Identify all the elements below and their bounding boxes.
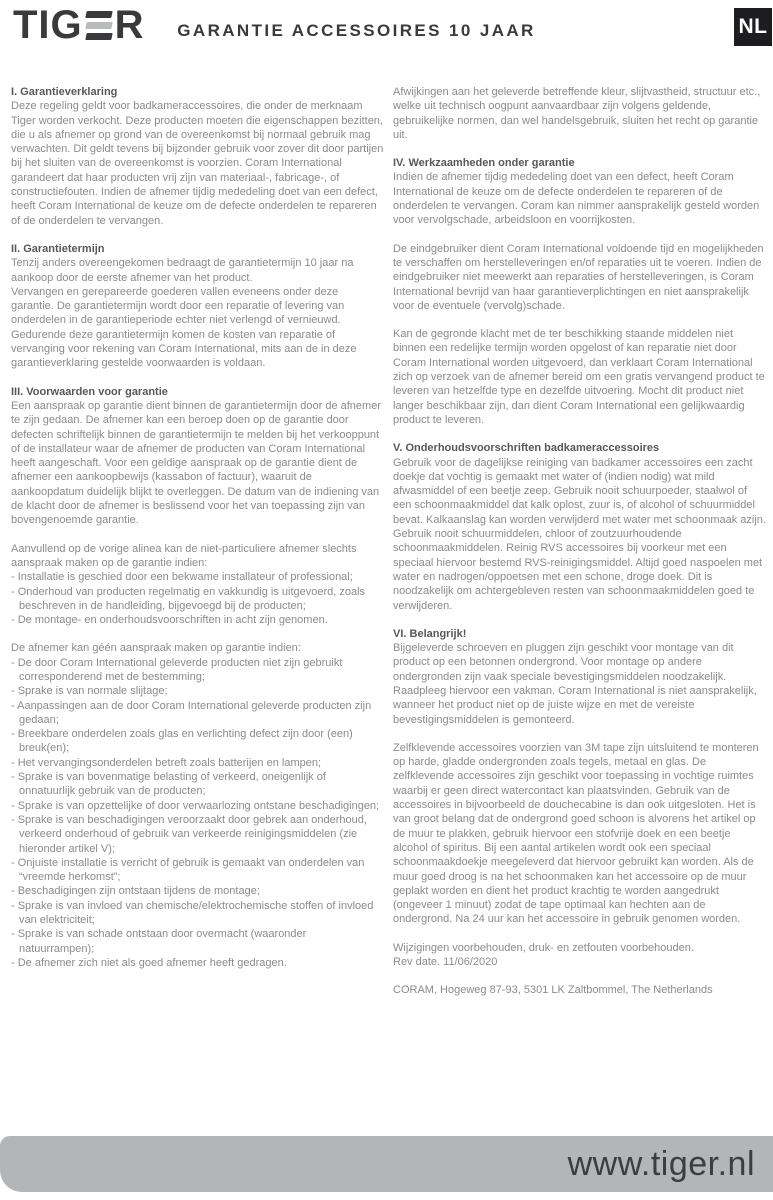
list-item: - Sprake is van bovenmatige belasting of verkeerd, oneigenlijk of onnatuurlijk gebruik van de producten; xyxy=(11,771,326,798)
paragraph: Deze regeling geldt voor badkameraccessoires, die onder de merknaam Tiger worden verkocht. Deze producten moeten die eigenschappen bezitten, die u als afnemer op grond van de overeenkomst bij normaal gebruik mag verwachten. Dit geldt tevens bij bijzonder gebruik voor zover dit door partijen bij het sluiten van de overeenkomst is voorzien. Coram International garandeert dat haar producten vrij zijn van materiaal-, fabricage-, of constructiefouten. Indien de afnemer tijdig mededeling doet van een defect, heeft Coram International de keuze om de defecte onderdelen te repareren of de onderdelen te vervangen. xyxy=(11,100,384,227)
list-item: - Het vervangingsonderdelen betreft zoals batterijen en lampen; xyxy=(11,756,322,769)
paragraph: Afwijkingen aan het geleverde betreffende kleur, slijtvastheid, structuur etc., welke uit technisch oogpunt aanvaardbaar zijn volgens geldende, gebruikelijke normen, dan wel handelsgebruik, sluiten het recht op garantie uit. xyxy=(393,86,761,141)
language-badge: NL xyxy=(734,8,772,46)
section-heading: III. Voorwaarden voor garantie xyxy=(11,385,168,398)
list-item: - Onjuiste installatie is verricht of gebruik is gemaakt van onderdelen van “vreemde herkomst”; xyxy=(11,856,365,884)
left-column xyxy=(11,85,384,998)
section-heading: I. Garantieverklaring xyxy=(11,86,118,98)
list-item: - De door Coram International geleverde producten niet zijn gebruikt corresponderend met de bestemming; xyxy=(11,656,343,683)
paragraph: Wijzigingen voorbehouden, druk- en zetfouten voorbehouden. xyxy=(393,941,694,954)
paragraph-gap xyxy=(11,371,384,385)
paragraph-gap xyxy=(393,927,766,941)
right-column xyxy=(393,85,766,998)
list-item: - Sprake is van invloed van chemische/elektrochemische stoffen of invloed van elektriciteit; xyxy=(11,899,374,927)
paragraph: Een aanspraak op garantie dient binnen de garantietermijn door de afnemer te zijn gedaan. De afnemer kan een beroep doen op de garantie door defecten schriftelijk binnen de garantietermijn te melden bij het verkooppunt of de installateur waar de afnemer de producten van Coram International heeft aangeschaft. Voor een geldige aanspraak op de garantie dient de afnemer een aankoopbewijs (kassabon of factuur), waaruit de aankoopdatum duidelijk blijkt te overleggen. De datum van de indiening van de klacht door de afnemer is beslissend voor het van toepassing zijn van bovengenoemde garantie. xyxy=(11,399,381,527)
paragraph: De afnemer kan géén aanspraak maken op garantie indien: xyxy=(11,642,301,655)
paragraph: Vervangen en gerepareerde goederen vallen eveneens onder deze garantie. De garantietermijn wordt door een reparatie of levering van onderdelen in de garantieperiode echter niet verlengd of vernieuwd. xyxy=(11,285,345,327)
list-item: - De afnemer zich niet als goed afnemer heeft gedragen. xyxy=(11,956,287,969)
list-item: - Breekbare onderdelen zoals glas en verlichting defect zijn door (een) breuk(en); xyxy=(11,728,353,755)
paragraph-gap xyxy=(393,727,766,741)
section-heading: II. Garantietermijn xyxy=(11,242,105,255)
list-item: - Beschadigingen zijn ontstaan tijdens de montage; xyxy=(11,885,260,898)
list-item: - Sprake is van opzettelijke of door verwaarlozing ontstane beschadigingen; xyxy=(11,799,380,812)
paragraph: De eindgebruiker dient Coram International voldoende tijd en mogelijkheden te verschaffen om herstelleveringen en/of reparaties uit te voeren. Indien de eindgebruiker niet meewerkt aan reparaties of herstelleveringen, is Coram International bevrijd van haar garantieverplichtingen en niet aansprakelijk voor de eventuele (vervolg)schade. xyxy=(393,242,764,312)
paragraph-gap xyxy=(393,313,766,327)
paragraph-gap xyxy=(393,427,766,441)
paragraph: Bijgeleverde schroeven en pluggen zijn geschikt voor montage van dit product op een betonnen ondergrond. Voor montage op andere ondergronden zijn vaak speciale bevestigingsmiddelen noodzakelijk. Raadpleeg hiervoor een vakman. Coram International is niet aansprakelijk, wanneer het product niet op de juiste wijze en met de vereiste bevestigingsmiddelen is gemonteerd. xyxy=(393,642,757,726)
paragraph-gap xyxy=(11,528,384,542)
paragraph: Kan de gegronde klacht met de ter beschikking staande middelen niet binnen een redelijke termijn worden opgelost of kan reparatie niet door Coram International worden uitgevoerd, dan verklaart Coram International zich op verzoek van de afnemer bereid om een gratis vervangend product te leveren van hetzelfde type en dezelfde uitvoering. Mocht dit product niet langer beschikbaar zijn, dan dient Coram International een gelijkwaardig product te leveren. xyxy=(393,328,765,426)
list-item: - Installatie is geschied door een bekwame installateur of professional; xyxy=(11,571,353,584)
paragraph: CORAM, Hogeweg 87-93, 5301 LK Zaltbommel, The Netherlands xyxy=(393,984,713,997)
page-header xyxy=(0,0,773,52)
list-item: - Sprake is van normale slijtage; xyxy=(11,685,168,698)
paragraph: Tenzij anders overeengekomen bedraagt de garantietermijn 10 jaar na aankoop door de eerste afnemer van het product. xyxy=(11,257,354,284)
logo-text-tig: TIG xyxy=(13,3,83,47)
section-heading: V. Onderhoudsvoorschriften badkameraccessoires xyxy=(393,442,660,455)
list-item: - Aanpassingen aan de door Coram International geleverde producten zijn gedaan; xyxy=(11,699,372,726)
footer-bar xyxy=(0,1136,773,1192)
page-title: GARANTIE ACCESSOIRES 10 JAAR xyxy=(177,21,536,40)
document-body xyxy=(0,52,773,998)
website-link[interactable]: www.tiger.nl xyxy=(567,1144,755,1183)
paragraph-gap xyxy=(393,228,766,242)
section-heading: IV. Werkzaamheden onder garantie xyxy=(393,157,575,170)
section-heading: VI. Belangrijk! xyxy=(393,627,467,640)
paragraph: Zelfklevende accessoires voorzien van 3M tape zijn uitsluitend te monteren op harde, gladde ondergronden zoals tegels, metaal en glas. De zelfklevende accessoires zijn geschikt voor toepassing in vochtige ruimtes waarbij er geen direct watercontact kan plaatsvinden. Gebruik van de accessoires in bijvoorbeeld de douchecabine is dan ook uitgesloten. Het is van groot belang dat de ondergrond goed schoon is alvorens het artikel op de muur te plakken, gebruik hiervoor een stofvrije doek en een beetje alcohol of spiritus. Bij een aantal artikelen wordt ook een speciaal schoonmaakdoekje meegeleverd dat hiervoor gebruikt kan worden. Als de muur goed droog is na het schoonmaken kan het accessoire op de muur geplakt worden en dient het product krachtig te worden aangedrukt (ongeveer 1 minuut) zodat de tape optimaal kan hechten aan de ondergrond. Na 24 uur kan het accessoire in gebruik genomen worden. xyxy=(393,741,759,926)
paragraph-gap xyxy=(11,627,384,641)
paragraph-gap xyxy=(393,969,766,983)
paragraph-gap xyxy=(393,142,766,156)
paragraph: Aanvullend op de vorige alinea kan de niet-particuliere afnemer slechts aanspraak maken op de garantie indien: xyxy=(11,542,357,569)
paragraph: Indien de afnemer tijdig mededeling doet van een defect, heeft Coram International de keuze om de defecte onderdelen te repareren of de onderdelen te vervangen. Coram kan nimmer aansprakelijk gesteld worden voor vervolgschade, arbeidsloon en voorrijkosten. xyxy=(393,171,760,227)
list-item: - Sprake is van schade ontstaan door overmacht (waaronder natuurrampen); xyxy=(11,928,307,955)
paragraph-gap xyxy=(393,613,766,627)
list-item: - Sprake is van beschadigingen veroorzaakt door gebrek aan onderhoud, verkeerd onderhoud of gebruik van verkeerde reinigingsmiddelen (zie hieronder artikel V); xyxy=(11,813,367,855)
paragraph: Gedurende deze garantietermijn komen de kosten van reparatie of vervanging voor rekening van Coram International, mits aan de in deze garantieverklaring gestelde voorwaarden is voldaan. xyxy=(11,328,357,370)
list-item: - De montage- en onderhoudsvoorschriften in acht zijn genomen. xyxy=(11,614,328,627)
paragraph: Rev date. 11/06/2020 xyxy=(393,956,498,969)
logo-text-r: R xyxy=(114,3,145,47)
paragraph: Gebruik voor de dagelijkse reiniging van badkamer accessoires een zacht doekje dat vochtig is gemaakt met water of (indien nodig) wat mild afwasmiddel of een beetje zeep. Gebruik nooit schuurpoeder, staalwol of een schoonmaakmiddel dat kalk oplost, zuur is, of alcohol of schuurmiddel bevat. Kalkaanslag kan worden verwijderd met water met schoonmaak azijn. Gebruik nooit schuurmiddelen, chloor of zoutzuurhoudende schoonmaakmiddelen. Reinig RVS accessoires bij voorkeur met een speciaal hiervoor bestemd RVS-reinigingsmiddel. Altijd goed naspoelen met water en nadrogen/oppoetsen met een schone, droge doek. Dit is noodzakelijk om achtergebleven resten van schoonmaakmiddelen goed te verwijderen. xyxy=(393,456,766,612)
paragraph-gap xyxy=(11,228,384,242)
list-item: - Onderhoud van producten regelmatig en vakkundig is uitgevoerd, zoals beschreven in de handleiding, bijgevoegd bij de producten; xyxy=(11,585,366,612)
